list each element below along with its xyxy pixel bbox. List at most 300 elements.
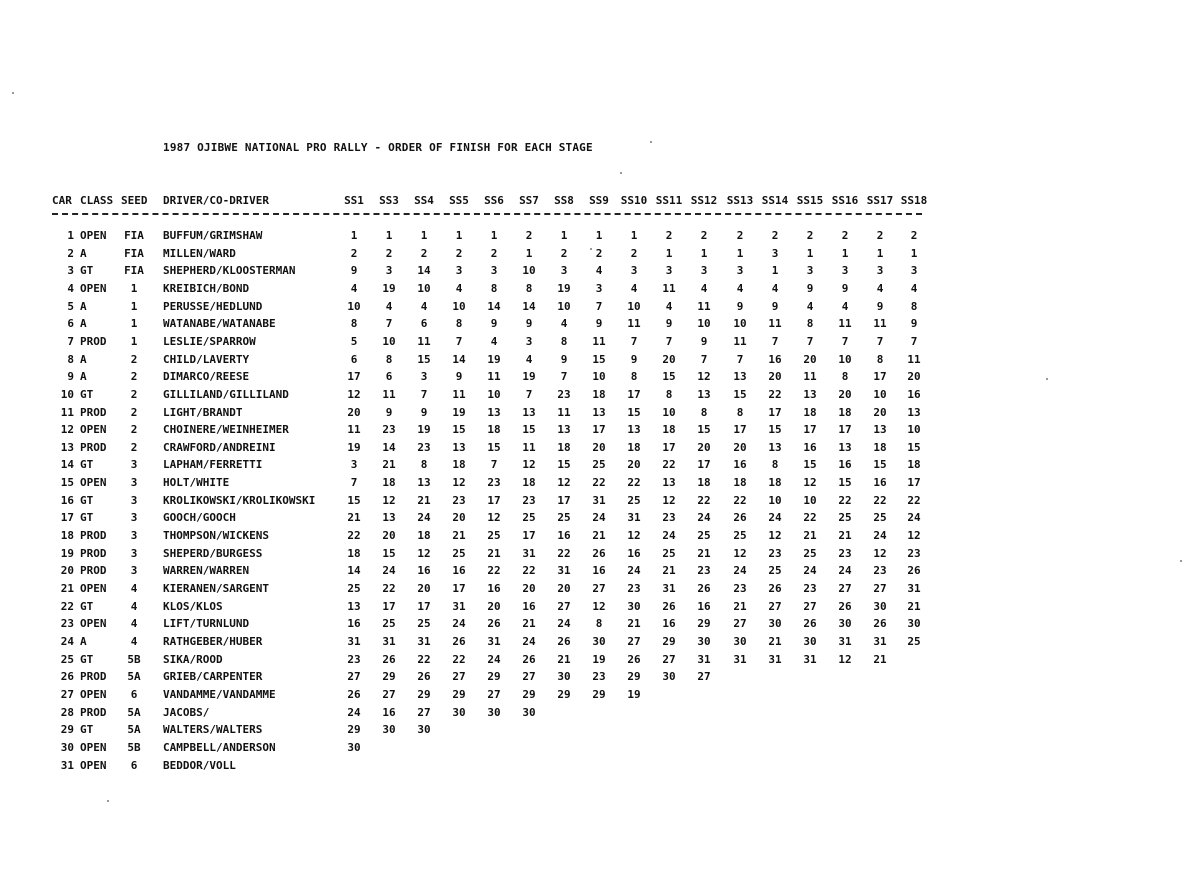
driver-names: PERUSSE/HEDLUND [163,299,263,313]
driver-names: JACOBS/ [163,705,210,719]
stage-result: 2 [736,229,744,242]
header-stage: SS15 [796,194,824,207]
stage-result: 17 [417,599,431,613]
stage-result: 17 [768,405,782,419]
header-stage: SS1 [344,194,364,207]
stage-result: 2 [876,229,884,242]
header-class: CLASS [80,194,114,207]
stage-result: 2 [560,246,568,260]
car-seed: FIA [124,246,144,260]
car-number: 16 [60,493,74,507]
stage-result: 13 [697,387,711,401]
stage-result: 26 [907,564,921,578]
stage-result: 2 [771,229,779,242]
stage-result: 2 [665,229,673,242]
stage-result: 12 [662,493,676,507]
stage-result: 19 [522,370,536,384]
driver-names: LESLIE/SPARROW [163,334,256,348]
stage-result: 22 [487,564,501,578]
stage-result: 9 [595,317,603,331]
stage-result: 3 [700,264,708,278]
stage-result: 20 [627,458,641,472]
car-class: A [80,370,87,384]
stage-result: 18 [487,423,501,437]
stage-result: 14 [347,564,361,578]
stage-result: 17 [907,476,921,490]
stage-result: 20 [838,387,852,401]
stage-result: 19 [417,423,431,437]
stage-result: 14 [522,299,536,313]
stage-result: 17 [733,423,747,437]
stage-result: 3 [420,370,428,384]
driver-names: WALTERS/WALTERS [163,723,263,737]
car-seed: FIA [124,229,144,242]
driver-names: KROLIKOWSKI/KROLIKOWSKI [163,493,316,507]
driver-names: GOOCH/GOOCH [163,511,236,525]
stage-result: 24 [838,564,852,578]
driver-names: LIGHT/BRANDT [163,405,243,419]
stage-result: 21 [733,599,747,613]
stage-result: 1 [876,246,884,260]
stage-result: 11 [522,440,536,454]
stage-result: 17 [452,582,466,595]
header-car: CAR [52,194,72,207]
stage-result: 26 [733,511,747,525]
stage-result: 20 [907,370,921,384]
stage-result: 22 [873,493,887,507]
stage-result: 12 [697,370,711,384]
stage-result: 15 [522,423,536,437]
stage-result: 15 [557,458,571,472]
stage-result: 16 [768,352,782,366]
stage-result: 20 [452,511,466,525]
stage-result: 7 [665,334,673,348]
stage-result: 26 [487,617,501,631]
car-number: 15 [60,476,74,490]
car-class: PROD [80,440,107,454]
stage-result: 25 [347,582,361,595]
driver-names: KREIBICH/BOND [163,281,250,295]
stage-result: 24 [417,511,431,525]
stage-result: 16 [557,529,571,543]
car-class: OPEN [80,281,107,295]
car-seed: 2 [130,440,138,454]
stage-result: 30 [487,705,501,719]
stage-result: 30 [838,617,852,631]
scan-speck [1180,560,1182,562]
stage-result: 13 [768,440,782,454]
stage-result: 2 [420,246,428,260]
stage-result: 16 [733,458,747,472]
stage-result: 16 [627,546,641,560]
stage-result: 27 [557,599,571,613]
car-class: A [80,634,87,648]
stage-result: 30 [697,634,711,648]
driver-names: WATANABE/WATANABE [163,317,276,331]
stage-result: 22 [907,493,921,507]
stage-result: 4 [806,299,814,313]
stage-result: 25 [662,546,676,560]
stage-result: 31 [592,493,606,507]
stage-result: 18 [803,405,817,419]
stage-result: 24 [662,529,676,543]
stage-result: 12 [838,652,852,666]
car-number: 21 [60,582,74,595]
stage-result: 7 [806,334,814,348]
stage-result: 21 [417,493,431,507]
stage-result: 14 [417,264,431,278]
stage-result: 16 [347,617,361,631]
stage-result: 7 [455,334,463,348]
scan-speck [1046,378,1048,380]
stage-result: 26 [417,670,431,684]
car-class: A [80,317,87,331]
stage-result: 22 [768,387,782,401]
stage-result: 21 [697,546,711,560]
stage-result: 27 [838,582,852,595]
stage-result: 17 [662,440,676,454]
stage-result: 14 [452,352,466,366]
stage-result: 23 [697,564,711,578]
stage-result: 22 [627,476,641,490]
stage-result: 11 [697,299,711,313]
scan-speck [590,248,592,250]
stage-result: 11 [592,334,606,348]
car-class: OPEN [80,229,107,242]
stage-result: 12 [627,529,641,543]
car-number: 9 [67,370,74,384]
stage-result: 3 [630,264,638,278]
header-stage: SS17 [866,194,894,207]
header-stage: SS18 [900,194,928,207]
stage-result: 29 [697,617,711,631]
stage-result: 30 [557,670,571,684]
car-seed: 1 [130,317,138,331]
car-class: OPEN [80,423,107,437]
stage-result: 30 [733,634,747,648]
stage-result: 25 [627,493,641,507]
stage-result: 10 [557,299,571,313]
stage-result: 24 [907,511,921,525]
driver-names: KLOS/KLOS [163,599,223,613]
stage-result: 16 [697,599,711,613]
stage-result: 23 [907,546,921,560]
car-number: 11 [60,405,74,419]
stage-result: 6 [420,317,428,331]
stage-result: 19 [347,440,361,454]
stage-result: 1 [385,229,393,242]
stage-result: 1 [806,246,814,260]
stage-result: 16 [873,476,887,490]
stage-result: 19 [592,652,606,666]
stage-result: 24 [557,617,571,631]
stage-result: 24 [803,564,817,578]
stage-result: 12 [768,529,782,543]
stage-result: 29 [382,670,396,684]
header-stage: SS8 [554,194,574,207]
stage-result: 3 [385,264,393,278]
car-number: 19 [60,546,74,560]
car-seed: 4 [130,617,138,631]
car-number: 8 [67,352,74,366]
stage-result: 21 [768,634,782,648]
stage-result: 20 [873,405,887,419]
stage-result: 17 [522,529,536,543]
stage-result: 26 [662,599,676,613]
header-stage: SS9 [589,194,609,207]
stage-result: 2 [490,246,498,260]
stage-result: 10 [697,317,711,331]
stage-result: 19 [382,281,396,295]
driver-names: VANDAMME/VANDAMME [163,687,276,701]
car-number: 13 [60,440,74,454]
car-class: PROD [80,564,107,578]
stage-result: 29 [417,687,431,701]
stage-result: 8 [841,370,849,384]
stage-result: 12 [803,476,817,490]
stage-result: 21 [873,652,887,666]
stage-result: 23 [662,511,676,525]
car-class: GT [80,599,94,613]
stage-result: 15 [697,423,711,437]
stage-result: 3 [490,264,498,278]
stage-result: 21 [347,511,361,525]
stage-result: 8 [490,281,498,295]
car-class: OPEN [80,687,107,701]
stage-result: 22 [522,564,536,578]
stage-result: 21 [907,599,921,613]
car-seed: 3 [130,458,138,472]
stage-result: 7 [560,370,568,384]
stage-result: 15 [452,423,466,437]
stage-result: 31 [487,634,501,648]
stage-result: 11 [417,334,431,348]
stage-result: 12 [733,546,747,560]
car-number: 6 [67,317,74,331]
stage-result: 11 [347,423,361,437]
stage-result: 30 [803,634,817,648]
stage-result: 10 [803,493,817,507]
driver-names: LIFT/TURNLUND [163,617,250,631]
stage-result: 7 [771,334,779,348]
stage-result: 27 [803,599,817,613]
scan-speck [107,800,109,802]
stage-result: 12 [592,599,606,613]
stage-result: 12 [907,529,921,543]
stage-result: 27 [733,617,747,631]
car-class: PROD [80,405,107,419]
car-seed: 1 [130,299,138,313]
stage-result: 18 [522,476,536,490]
header-divider [52,213,922,215]
stage-result: 7 [350,476,358,490]
stage-result: 11 [733,334,747,348]
stage-result: 22 [592,476,606,490]
stage-result: 1 [771,264,779,278]
stage-result: 12 [347,387,361,401]
stage-result: 31 [873,634,887,648]
stage-result: 30 [768,617,782,631]
stage-result: 18 [873,440,887,454]
stage-result: 9 [700,334,708,348]
car-class: A [80,352,87,366]
header-seed: SEED [121,194,148,207]
stage-result: 4 [420,299,428,313]
car-seed: 3 [130,529,138,543]
stage-result: 29 [662,634,676,648]
stage-result: 15 [487,440,501,454]
stage-result: 31 [907,582,921,595]
stage-result: 1 [841,246,849,260]
stage-result: 22 [803,511,817,525]
driver-names: GRIEB/CARPENTER [163,670,263,684]
stage-result: 4 [700,281,708,295]
stage-result: 25 [592,458,606,472]
stage-result: 8 [806,317,814,331]
stage-result: 3 [350,458,358,472]
stage-result: 8 [700,405,708,419]
stage-result: 8 [630,370,638,384]
stage-result: 17 [873,370,887,384]
stage-result: 23 [522,493,536,507]
stage-result: 29 [522,687,536,701]
stage-result: 26 [768,582,782,595]
stage-result: 1 [700,246,708,260]
stage-result: 27 [417,705,431,719]
stage-result: 13 [452,440,466,454]
car-class: OPEN [80,740,107,754]
car-class: GT [80,652,94,666]
stage-result: 23 [768,546,782,560]
stage-result: 1 [420,229,428,242]
stage-result: 25 [487,529,501,543]
stage-result: 31 [347,634,361,648]
stage-result: 21 [557,652,571,666]
stage-result: 26 [803,617,817,631]
stage-result: 16 [592,564,606,578]
header-stage: SS13 [726,194,754,207]
stage-result: 2 [525,229,533,242]
car-class: GT [80,264,94,278]
scan-speck [650,141,652,143]
stage-result: 10 [382,334,396,348]
stage-result: 10 [452,299,466,313]
stage-result: 30 [907,617,921,631]
stage-result: 1 [736,246,744,260]
stage-result: 22 [452,652,466,666]
stage-result: 17 [627,387,641,401]
car-number: 24 [60,634,74,648]
stage-result: 20 [662,352,676,366]
header-stage: SS10 [620,194,648,207]
stage-result: 24 [347,705,361,719]
car-seed: 4 [130,634,138,648]
stage-result: 10 [592,370,606,384]
car-class: GT [80,458,94,472]
stage-result: 13 [382,511,396,525]
stage-result: 14 [382,440,396,454]
car-seed: 3 [130,546,138,560]
stage-result: 10 [907,423,921,437]
car-class: A [80,246,87,260]
stage-result: 20 [382,529,396,543]
car-number: 18 [60,529,74,543]
stage-result: 12 [417,546,431,560]
driver-names: KIERANEN/SARGENT [163,582,269,595]
car-seed: 2 [130,405,138,419]
stage-result: 1 [910,246,918,260]
stage-result: 3 [876,264,884,278]
header-driver: DRIVER/CO-DRIVER [163,194,269,207]
stage-result: 29 [347,723,361,737]
stage-result: 11 [768,317,782,331]
stage-result: 18 [627,440,641,454]
stage-result: 23 [347,652,361,666]
car-number: 14 [60,458,74,472]
car-class: A [80,299,87,313]
stage-result: 21 [487,546,501,560]
stage-result: 24 [487,652,501,666]
stage-result: 10 [347,299,361,313]
stage-result: 23 [557,387,571,401]
stage-result: 12 [382,493,396,507]
stage-result: 5 [350,334,358,348]
stage-result: 9 [910,317,918,331]
stage-result: 25 [838,511,852,525]
car-number: 7 [67,334,74,348]
driver-names: LAPHAM/FERRETTI [163,458,263,472]
stage-result: 16 [522,599,536,613]
stage-result: 13 [417,476,431,490]
stage-result: 9 [665,317,673,331]
stage-result: 21 [592,529,606,543]
stage-result: 29 [452,687,466,701]
stage-result: 25 [382,617,396,631]
stage-result: 27 [452,670,466,684]
stage-result: 27 [487,687,501,701]
stage-result: 17 [557,493,571,507]
stage-result: 11 [627,317,641,331]
stage-result: 24 [382,564,396,578]
stage-result: 14 [487,299,501,313]
stage-result: 15 [733,387,747,401]
stage-result: 4 [595,264,603,278]
car-seed: 3 [130,476,138,490]
stage-result: 27 [662,652,676,666]
stage-result: 1 [595,229,603,242]
car-seed: 2 [130,352,138,366]
stage-result: 15 [662,370,676,384]
stage-result: 30 [382,723,396,737]
stage-result: 18 [768,476,782,490]
stage-result: 2 [385,246,393,260]
stage-result: 25 [803,546,817,560]
stage-result: 29 [557,687,571,701]
stage-result: 26 [452,634,466,648]
stage-result: 16 [907,387,921,401]
stage-result: 22 [557,546,571,560]
stage-result: 18 [557,440,571,454]
car-class: OPEN [80,758,107,772]
stage-result: 17 [382,599,396,613]
stage-result: 17 [592,423,606,437]
driver-names: THOMPSON/WICKENS [163,529,269,543]
driver-names: DIMARCO/REESE [163,370,250,384]
stage-result: 29 [627,670,641,684]
stage-result: 11 [382,387,396,401]
stage-result: 31 [838,634,852,648]
car-number: 5 [67,299,74,313]
